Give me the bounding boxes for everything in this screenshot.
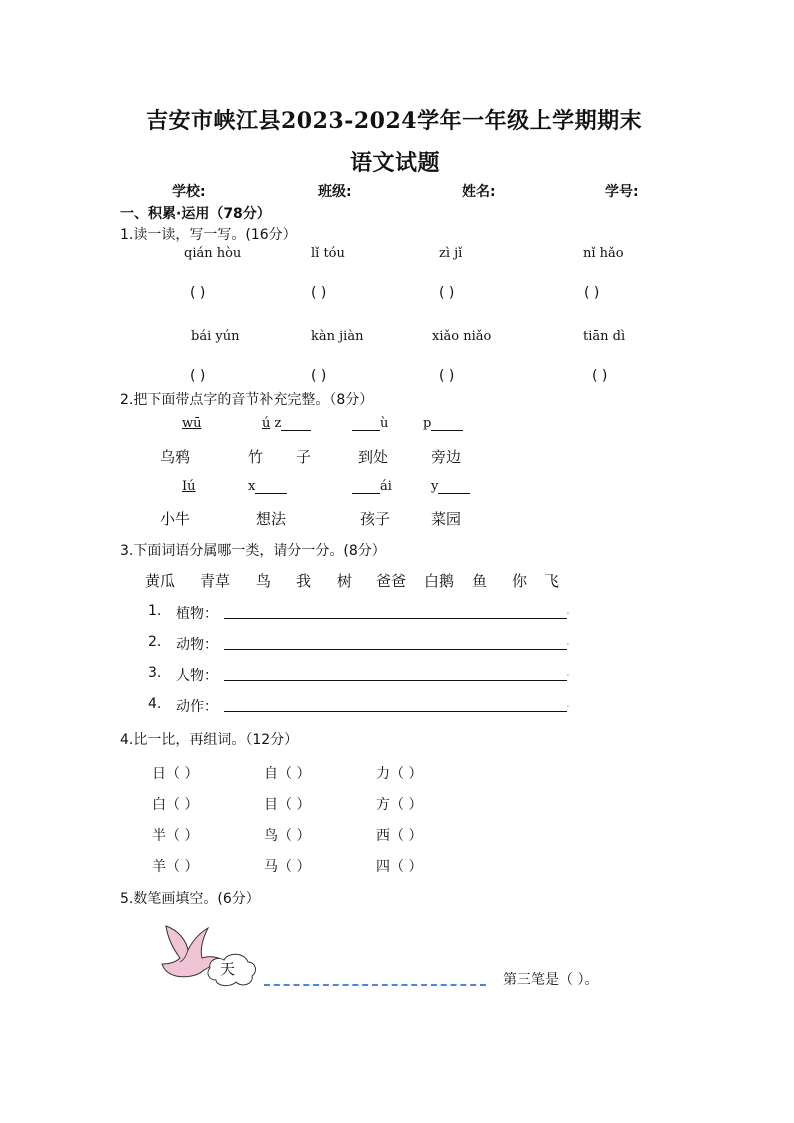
q3-category-label: 动物： [176, 637, 218, 653]
q4-item[interactable]: 日（ ） [152, 766, 199, 782]
q3-word: 爸爸 [376, 572, 407, 590]
q2-word: 菜园 [431, 510, 462, 528]
q2-blank[interactable] [431, 416, 463, 431]
q3-item-number: 2. [148, 634, 162, 650]
section-heading: 一、积累·运用（78分） [120, 206, 271, 222]
q3-category-label: 植物： [176, 606, 218, 622]
q2-blank[interactable] [281, 416, 311, 431]
q4-item[interactable]: 力（ ） [376, 766, 423, 782]
q5-stroke-order-line[interactable] [264, 984, 486, 986]
q3-prompt: 3.下面词语分属哪一类，请分一分。(8分） [120, 543, 386, 559]
q2-word: 到处 [358, 448, 389, 466]
q1-pinyin: xiǎo niǎo [432, 329, 492, 344]
q5-third-stroke-question[interactable]: 第三笔是（ ）。 [503, 972, 599, 988]
q3-answer-line[interactable] [224, 711, 567, 712]
q3-answer-line[interactable] [224, 649, 567, 650]
q2-blank[interactable] [438, 479, 470, 494]
title-line-2: 语文试题 [350, 150, 441, 176]
q2-syllable-blank[interactable] [152, 416, 202, 431]
q3-word: 飞 [544, 572, 560, 590]
q4-item[interactable]: 自（ ） [264, 766, 311, 782]
q1-pinyin: kàn jiàn [311, 329, 364, 344]
q1-answer-box[interactable]: ( ) [311, 368, 327, 384]
class-field-label: 班级: [318, 184, 352, 200]
q2-word: 子 [296, 448, 312, 466]
q3-word: 青草 [200, 572, 231, 590]
q4-item[interactable]: 白（ ） [152, 797, 199, 813]
q1-pinyin: qián hòu [184, 246, 242, 261]
q2-word: 小牛 [160, 510, 191, 528]
q2-blank[interactable] [255, 479, 287, 494]
q1-pinyin: tiān dì [583, 329, 626, 344]
q1-answer-box[interactable]: ( ) [439, 368, 455, 384]
q1-pinyin: lǐ tóu [311, 246, 345, 261]
q5-prompt: 5.数笔画填空。(6分） [120, 891, 260, 907]
q2-syllable: p [423, 416, 432, 431]
q2-word: 想法 [256, 510, 287, 528]
q2-syllable-blank[interactable] [352, 479, 392, 494]
q1-answer-box[interactable]: ( ) [190, 368, 206, 384]
q5-character: 天 [220, 960, 236, 978]
q1-answer-box[interactable]: ( ) [584, 285, 600, 301]
q4-item[interactable]: 羊（ ） [152, 859, 199, 875]
q2-syllable: ái [380, 479, 392, 494]
q2-syllable: y [431, 479, 439, 494]
q4-item[interactable]: 马（ ） [264, 859, 311, 875]
q1-answer-box[interactable]: ( ) [592, 368, 608, 384]
q3-word: 树 [337, 572, 353, 590]
q2-syllable: Iú [182, 479, 196, 494]
q4-item[interactable]: 西（ ） [376, 828, 423, 844]
q3-word: 白鹅 [424, 572, 455, 590]
q2-blank[interactable] [352, 479, 380, 494]
q3-word: 鸟 [256, 572, 272, 590]
q3-word: 你 [512, 572, 528, 590]
q2-word: 孩子 [360, 510, 391, 528]
q2-word: 乌鸦 [160, 448, 191, 466]
q2-syllable-blank[interactable] [152, 479, 196, 494]
q2-syllable: ù [380, 416, 389, 431]
q1-prompt: 1.读一读，写一写。(16分） [120, 227, 297, 243]
q3-answer-line[interactable] [224, 618, 567, 619]
q3-item-number: 3. [148, 665, 162, 681]
q1-answer-box[interactable]: ( ) [311, 285, 327, 301]
q2-word: 竹 [248, 448, 264, 466]
title-line-1: 吉安市峡江县2023-2024学年一年级上学期期末 [146, 108, 643, 134]
q3-category-label: 动作： [176, 699, 218, 715]
q3-word: 黄瓜 [145, 572, 176, 590]
q4-item[interactable]: 方（ ） [376, 797, 423, 813]
q2-syllable: wū [182, 416, 202, 431]
q3-category-label: 人物： [176, 668, 218, 684]
school-field-label: 学校: [172, 184, 206, 200]
q4-item[interactable]: 半（ ） [152, 828, 199, 844]
dove-illustration [158, 920, 258, 988]
name-field-label: 姓名: [462, 184, 496, 200]
q3-answer-line[interactable] [224, 680, 567, 681]
q4-item[interactable]: 鸟（ ） [264, 828, 311, 844]
q3-end-mark: . [566, 696, 570, 710]
q3-end-mark: . [566, 665, 570, 679]
q3-end-mark: . [566, 634, 570, 648]
q2-syllable: ú [262, 416, 271, 431]
q4-item[interactable]: 目（ ） [264, 797, 311, 813]
student-id-field-label: 学号: [605, 184, 639, 200]
q1-answer-box[interactable]: ( ) [190, 285, 206, 301]
q3-word: 鱼 [472, 572, 488, 590]
q2-syllable: z [274, 416, 282, 431]
q1-answer-box[interactable]: ( ) [439, 285, 455, 301]
q1-pinyin: zì jǐ [439, 246, 463, 261]
q3-word: 我 [296, 572, 312, 590]
q2-syllable: x [248, 479, 256, 494]
q2-blank[interactable] [352, 416, 380, 431]
q4-item[interactable]: 四（ ） [376, 859, 423, 875]
q2-prompt: 2.把下面带点字的音节补充完整。（8分） [120, 392, 374, 408]
q4-prompt: 4.比一比，再组词。（12分） [120, 732, 299, 748]
q1-pinyin: bái yún [191, 329, 240, 344]
q2-syllable-blank[interactable] [423, 416, 463, 431]
q3-item-number: 1. [148, 603, 162, 619]
q2-syllable-blank[interactable] [232, 416, 311, 431]
q3-item-number: 4. [148, 696, 162, 712]
q2-syllable-blank[interactable] [352, 416, 388, 431]
q3-end-mark: . [566, 603, 570, 617]
q1-pinyin: nǐ hǎo [583, 246, 624, 261]
q2-word: 旁边 [431, 448, 462, 466]
q2-syllable-blank[interactable] [431, 479, 470, 494]
q2-syllable-blank[interactable] [248, 479, 287, 494]
